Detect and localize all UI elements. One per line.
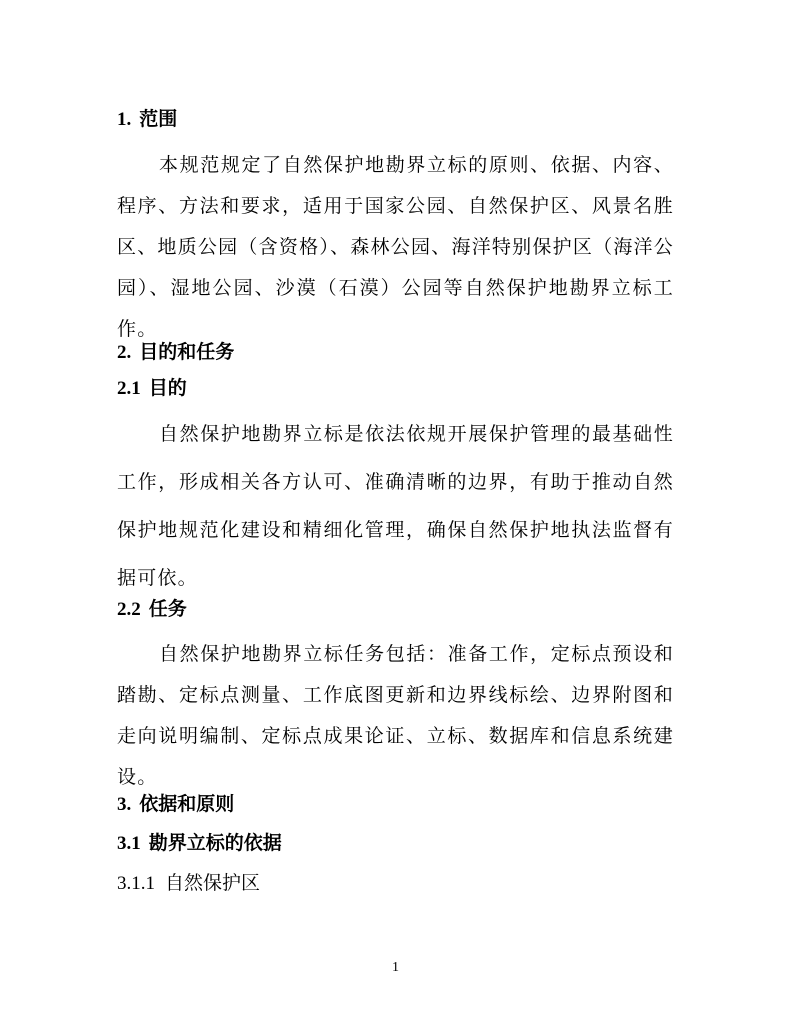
section-number: 3.1.1 — [117, 873, 155, 894]
section-title: 目的 — [148, 377, 187, 399]
section-title: 勘界立标的依据 — [148, 832, 282, 854]
section-number: 2.1 — [117, 378, 141, 399]
section-heading-2 — [117, 340, 234, 365]
section-title: 自然保护区 — [165, 872, 261, 894]
section-number: 3.1 — [117, 833, 141, 854]
section-heading-3-1 — [117, 831, 282, 856]
section-heading-1 — [117, 107, 177, 132]
section-2-2-paragraph: 自然保护地勘界立标任务包括：准备工作，定标点预设和踏勘、定标点测量、工作底图更新和边界线标绘、边界附图和走向说明编制、定标点成果论证、立标、数据库和信息系统建设。 — [117, 643, 674, 788]
section-title: 范围 — [139, 108, 178, 130]
section-number: 2. — [117, 342, 132, 363]
section-number: 3. — [117, 794, 132, 815]
section-2-1-paragraph: 自然保护地勘界立标是依法依规开展保护管理的最基础性工作，形成相关各方认可、准确清晰的边界，有助于推动自然保护地规范化建设和精细化管理，确保自然保护地执法监督有据可依。 — [117, 423, 674, 589]
section-heading-3-1-1 — [117, 871, 260, 896]
page-number: 1 — [392, 960, 399, 975]
section-title: 依据和原则 — [139, 793, 235, 815]
section-number: 2.2 — [117, 599, 141, 620]
section-title: 任务 — [148, 598, 187, 620]
section-number: 1. — [117, 109, 132, 130]
section-title: 目的和任务 — [139, 341, 235, 363]
section-heading-2-2 — [117, 597, 187, 622]
section-heading-2-1 — [117, 376, 187, 401]
section-heading-3 — [117, 792, 234, 817]
section-1-paragraph: 本规范规定了自然保护地勘界立标的原则、依据、内容、程序、方法和要求，适用于国家公园、自然保护区、风景名胜区、地质公园（含资格）、森林公园、海洋特别保护区（海洋公园）、湿地公园、沙漠（石漠）公园等自然保护地勘界立标工作。 — [117, 154, 674, 340]
